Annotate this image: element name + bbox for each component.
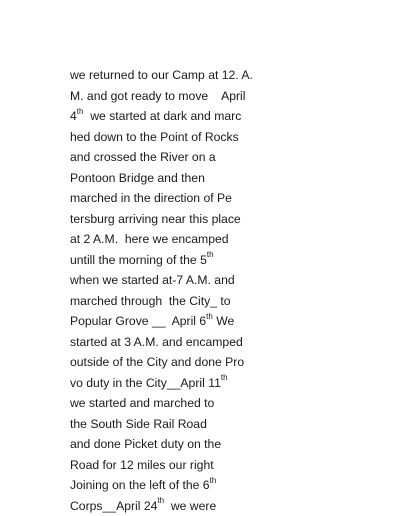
ordinal-suffix: th bbox=[77, 107, 84, 116]
ordinal-suffix: th bbox=[157, 496, 164, 505]
text-line bbox=[70, 250, 370, 271]
text-segment: and crossed the River on a bbox=[70, 150, 216, 164]
text-line bbox=[70, 291, 370, 312]
text-line bbox=[70, 86, 370, 107]
text-line bbox=[70, 106, 370, 127]
ordinal-suffix: th bbox=[210, 476, 217, 485]
text-line bbox=[70, 311, 370, 332]
text-line bbox=[70, 229, 370, 250]
text-segment: the South Side Rail Road bbox=[70, 417, 207, 431]
text-line bbox=[70, 332, 370, 353]
text-line bbox=[70, 209, 370, 230]
transcription-text bbox=[70, 65, 370, 516]
text-line bbox=[70, 188, 370, 209]
text-segment: Corps__April 24 bbox=[70, 499, 157, 513]
text-line bbox=[70, 127, 370, 148]
text-line bbox=[70, 147, 370, 168]
text-line bbox=[70, 393, 370, 414]
text-line bbox=[70, 352, 370, 373]
text-line bbox=[70, 496, 370, 516]
text-segment: and done Picket duty on the bbox=[70, 437, 221, 451]
text-segment: marched in the direction of Pe bbox=[70, 191, 232, 205]
ordinal-suffix: th bbox=[221, 373, 228, 382]
text-segment: Pontoon Bridge and then bbox=[70, 171, 205, 185]
text-segment: outside of the City and done Pro bbox=[70, 355, 244, 369]
text-segment: we returned to our Camp at 12. A. bbox=[70, 68, 253, 82]
text-line bbox=[70, 475, 370, 496]
text-line bbox=[70, 414, 370, 435]
text-segment: when we started at-7 A.M. and bbox=[70, 273, 235, 287]
text-segment: we started at dark and marc bbox=[83, 109, 241, 123]
text-segment: tersburg arriving near this place bbox=[70, 212, 241, 226]
text-segment: hed down to the Point of Rocks bbox=[70, 130, 239, 144]
ordinal-suffix: th bbox=[206, 312, 213, 321]
text-segment: at 2 A.M. here we encamped bbox=[70, 232, 229, 246]
text-segment: started at 3 A.M. and encamped bbox=[70, 335, 243, 349]
text-line bbox=[70, 373, 370, 394]
text-segment: we were bbox=[164, 499, 216, 513]
text-segment: Road for 12 miles our right bbox=[70, 458, 214, 472]
text-segment: We bbox=[213, 314, 234, 328]
text-line bbox=[70, 434, 370, 455]
text-segment: M. and got ready to move April bbox=[70, 89, 245, 103]
text-line bbox=[70, 455, 370, 476]
text-segment: vo duty in the City__April 11 bbox=[70, 376, 221, 390]
text-line bbox=[70, 270, 370, 291]
ordinal-suffix: th bbox=[207, 250, 214, 259]
text-segment: 4 bbox=[70, 109, 77, 123]
text-segment: Popular Grove __ April 6 bbox=[70, 314, 206, 328]
text-segment: Joining on the left of the 6 bbox=[70, 478, 210, 492]
text-segment: marched through the City_ to bbox=[70, 294, 231, 308]
text-segment: untill the morning of the 5 bbox=[70, 253, 207, 267]
text-segment: we started and marched to bbox=[70, 396, 214, 410]
text-line bbox=[70, 168, 370, 189]
text-line bbox=[70, 65, 370, 86]
